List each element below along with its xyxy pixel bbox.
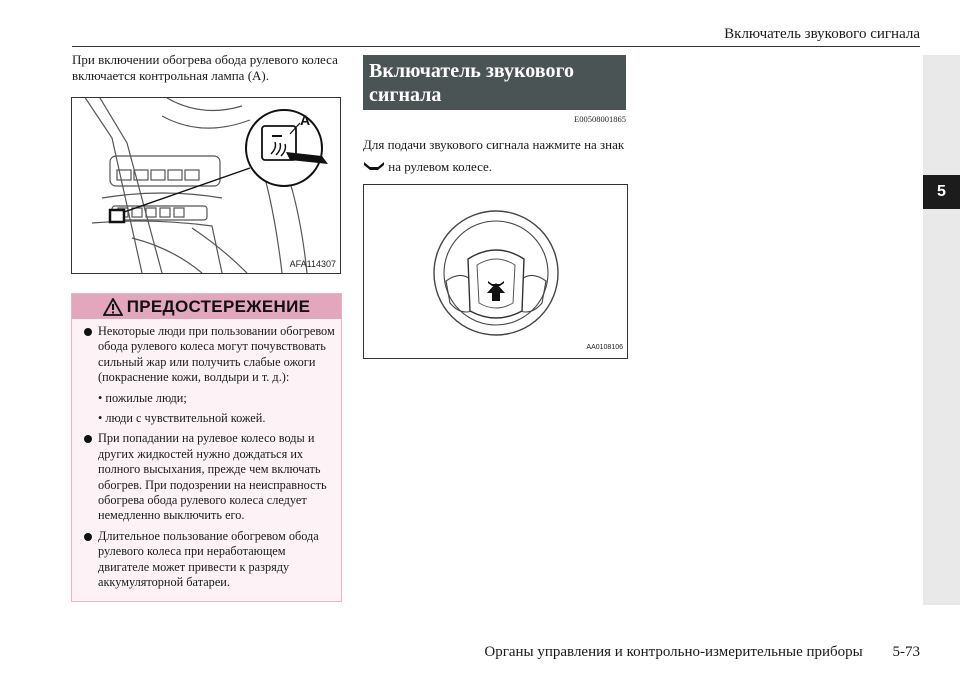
page-footer	[484, 644, 920, 661]
figure-callout-a: A	[300, 112, 311, 128]
warning-box	[71, 293, 342, 602]
header-rule	[72, 46, 920, 47]
horn-instruction: Для подачи звукового сигнала нажмите на знак на рулевом колесе.	[363, 137, 625, 174]
section-title: Включатель звукового сигнала	[363, 55, 626, 110]
figure-code: AFA114307	[289, 259, 336, 269]
warning-subitem: • люди с чувствительной кожей.	[98, 411, 266, 426]
warning-item: Некоторые люди при пользовании обогревом обода рулевого колеса могут почувствовать сильный жар или получить слабые ожоги (покраснение кожи, волдыри и т. д.):	[82, 324, 337, 386]
section-code: E00508001865	[574, 114, 626, 124]
warning-header	[72, 294, 341, 319]
footer-section: Органы управления и контрольно-измерительные приборы	[484, 644, 863, 660]
warning-title: ПРЕДОСТЕРЕЖЕНИЕ	[126, 296, 311, 316]
bullet-icon	[84, 533, 92, 541]
warning-triangle-icon	[103, 298, 123, 316]
warning-subitem: • пожилые люди;	[98, 390, 187, 405]
horn-icon	[363, 160, 385, 172]
steering-wheel-figure	[363, 184, 628, 359]
running-header: Включатель звукового сигнала	[724, 26, 920, 42]
page-number: 5-73	[892, 644, 920, 660]
figure-code: AA0108106	[586, 344, 623, 351]
dashboard-figure	[71, 97, 341, 274]
bullet-icon	[84, 328, 92, 336]
chapter-number: 5	[923, 175, 960, 209]
chapter-side-tab	[923, 55, 960, 605]
warning-item: Длительное пользование обогревом обода рулевого колеса при неработающем двигателе может привести к разряду аккумуляторной батареи.	[82, 529, 337, 591]
warning-item: При попадании на рулевое колесо воды и других жидкостей нужно дождаться их полного высыхания, прежде чем включать обогрев. При подозрении на неисправность обогрева обода рулевого колеса следует немедленно выключить его.	[82, 431, 337, 523]
bullet-icon	[84, 435, 92, 443]
intro-text: При включении обогрева обода рулевого колеса включается контрольная лампа (А).	[72, 52, 338, 83]
